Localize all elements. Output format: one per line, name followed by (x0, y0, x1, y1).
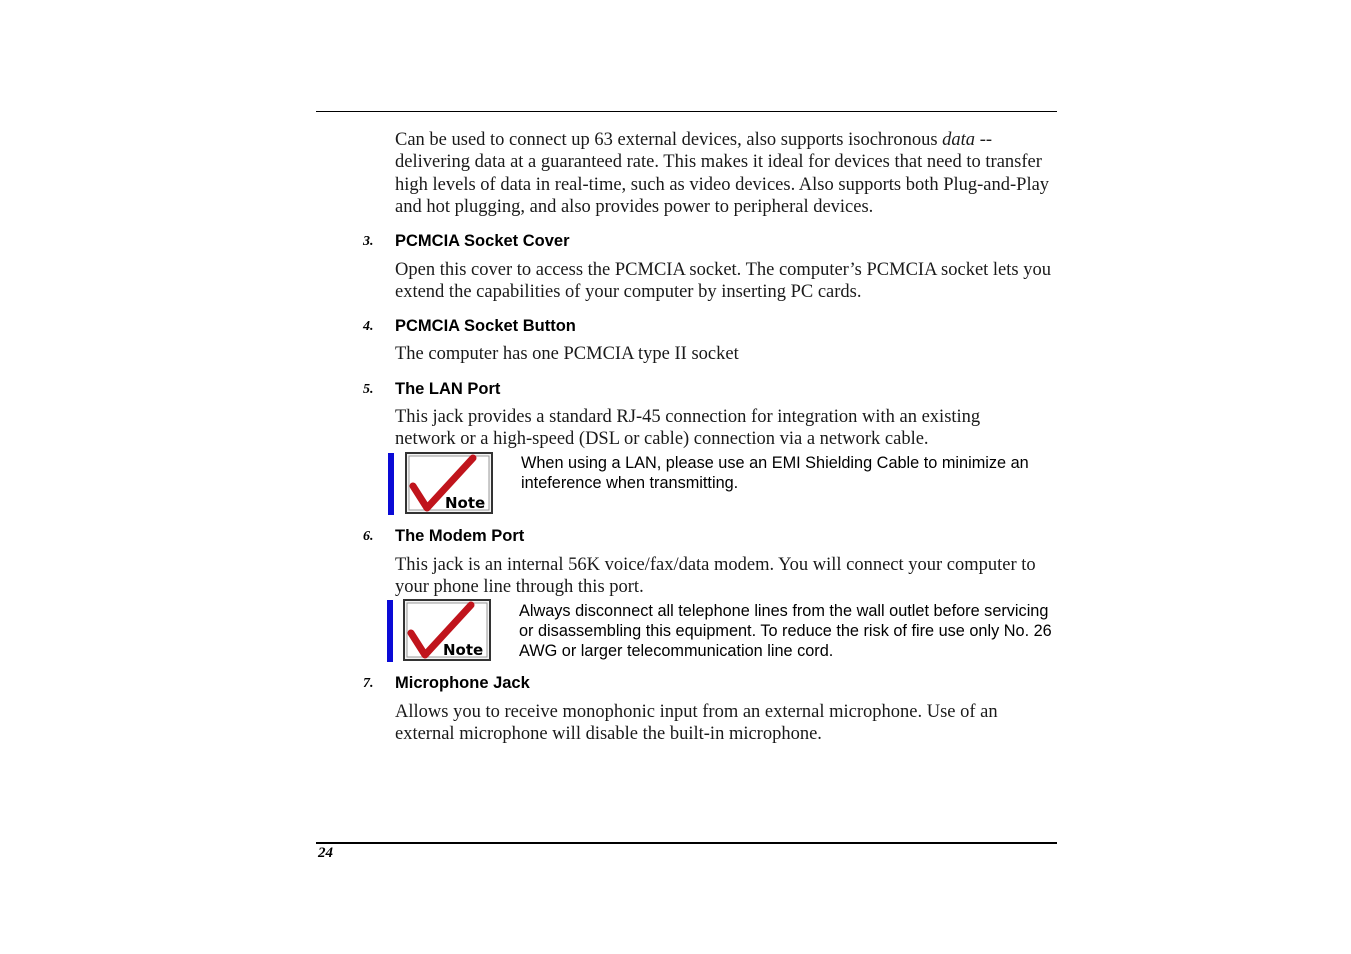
section-title: Microphone Jack (395, 674, 530, 692)
section-number: 5. (363, 382, 374, 397)
note-label: Note (445, 494, 486, 512)
section-body: This jack is an internal 56K voice/fax/data modem. You will connect your computer to your phone line through this port. (395, 555, 1036, 598)
section-body: Allows you to receive monophonic input from an external microphone. Use of an external microphone will disable the built-in microphone. (395, 702, 998, 745)
section-number: 6. (363, 529, 374, 544)
intro-paragraph (395, 129, 1060, 219)
header-rule (316, 111, 1057, 112)
footer-rule (316, 842, 1057, 844)
section-title: The Modem Port (395, 527, 525, 545)
section-number: 7. (363, 676, 374, 691)
section-body: The computer has one PCMCIA type II socket (395, 344, 739, 364)
section-title: The LAN Port (395, 380, 501, 398)
note-text: Always disconnect all telephone lines from the wall outlet before servicing or disassembling this equipment. To reduce the risk of fire use only No. 26 AWG or larger telecommunication line cord. (519, 602, 1052, 660)
note-text: When using a LAN, please use an EMI Shielding Cable to minimize an inteference when transmitting. (521, 454, 1029, 492)
note-check-icon (403, 599, 491, 661)
section-body: This jack provides a standard RJ-45 connection for integration with an existing network or a high-speed (DSL or cable) connection via a network cable. (395, 407, 981, 450)
note-label: Note (443, 641, 484, 659)
page-number: 24 (318, 845, 333, 861)
intro-rest: delivering data at a guaranteed rate. This makes it ideal for devices that need to transfer high levels of data in real-time, such as video devices. Also supports both Plug-and-Play and hot plugging, and also provides power to peripheral devices. (395, 152, 1050, 218)
section-title: PCMCIA Socket Cover (395, 232, 570, 250)
intro-line1-em: data (942, 130, 976, 150)
intro-line1-post: -- (975, 130, 993, 150)
section-number: 3. (363, 234, 374, 249)
note-check-icon (405, 452, 493, 514)
note-bar (387, 600, 393, 662)
section-body: Open this cover to access the PCMCIA socket. The computer’s PCMCIA socket lets you extend the capabilities of your computer by inserting PC cards. (395, 260, 1051, 303)
section-title: PCMCIA Socket Button (395, 317, 576, 335)
section-number: 4. (363, 319, 374, 334)
intro-line1-pre: Can be used to connect up 63 external devices, also supports isochronous (395, 130, 943, 150)
note-bar (388, 453, 394, 515)
